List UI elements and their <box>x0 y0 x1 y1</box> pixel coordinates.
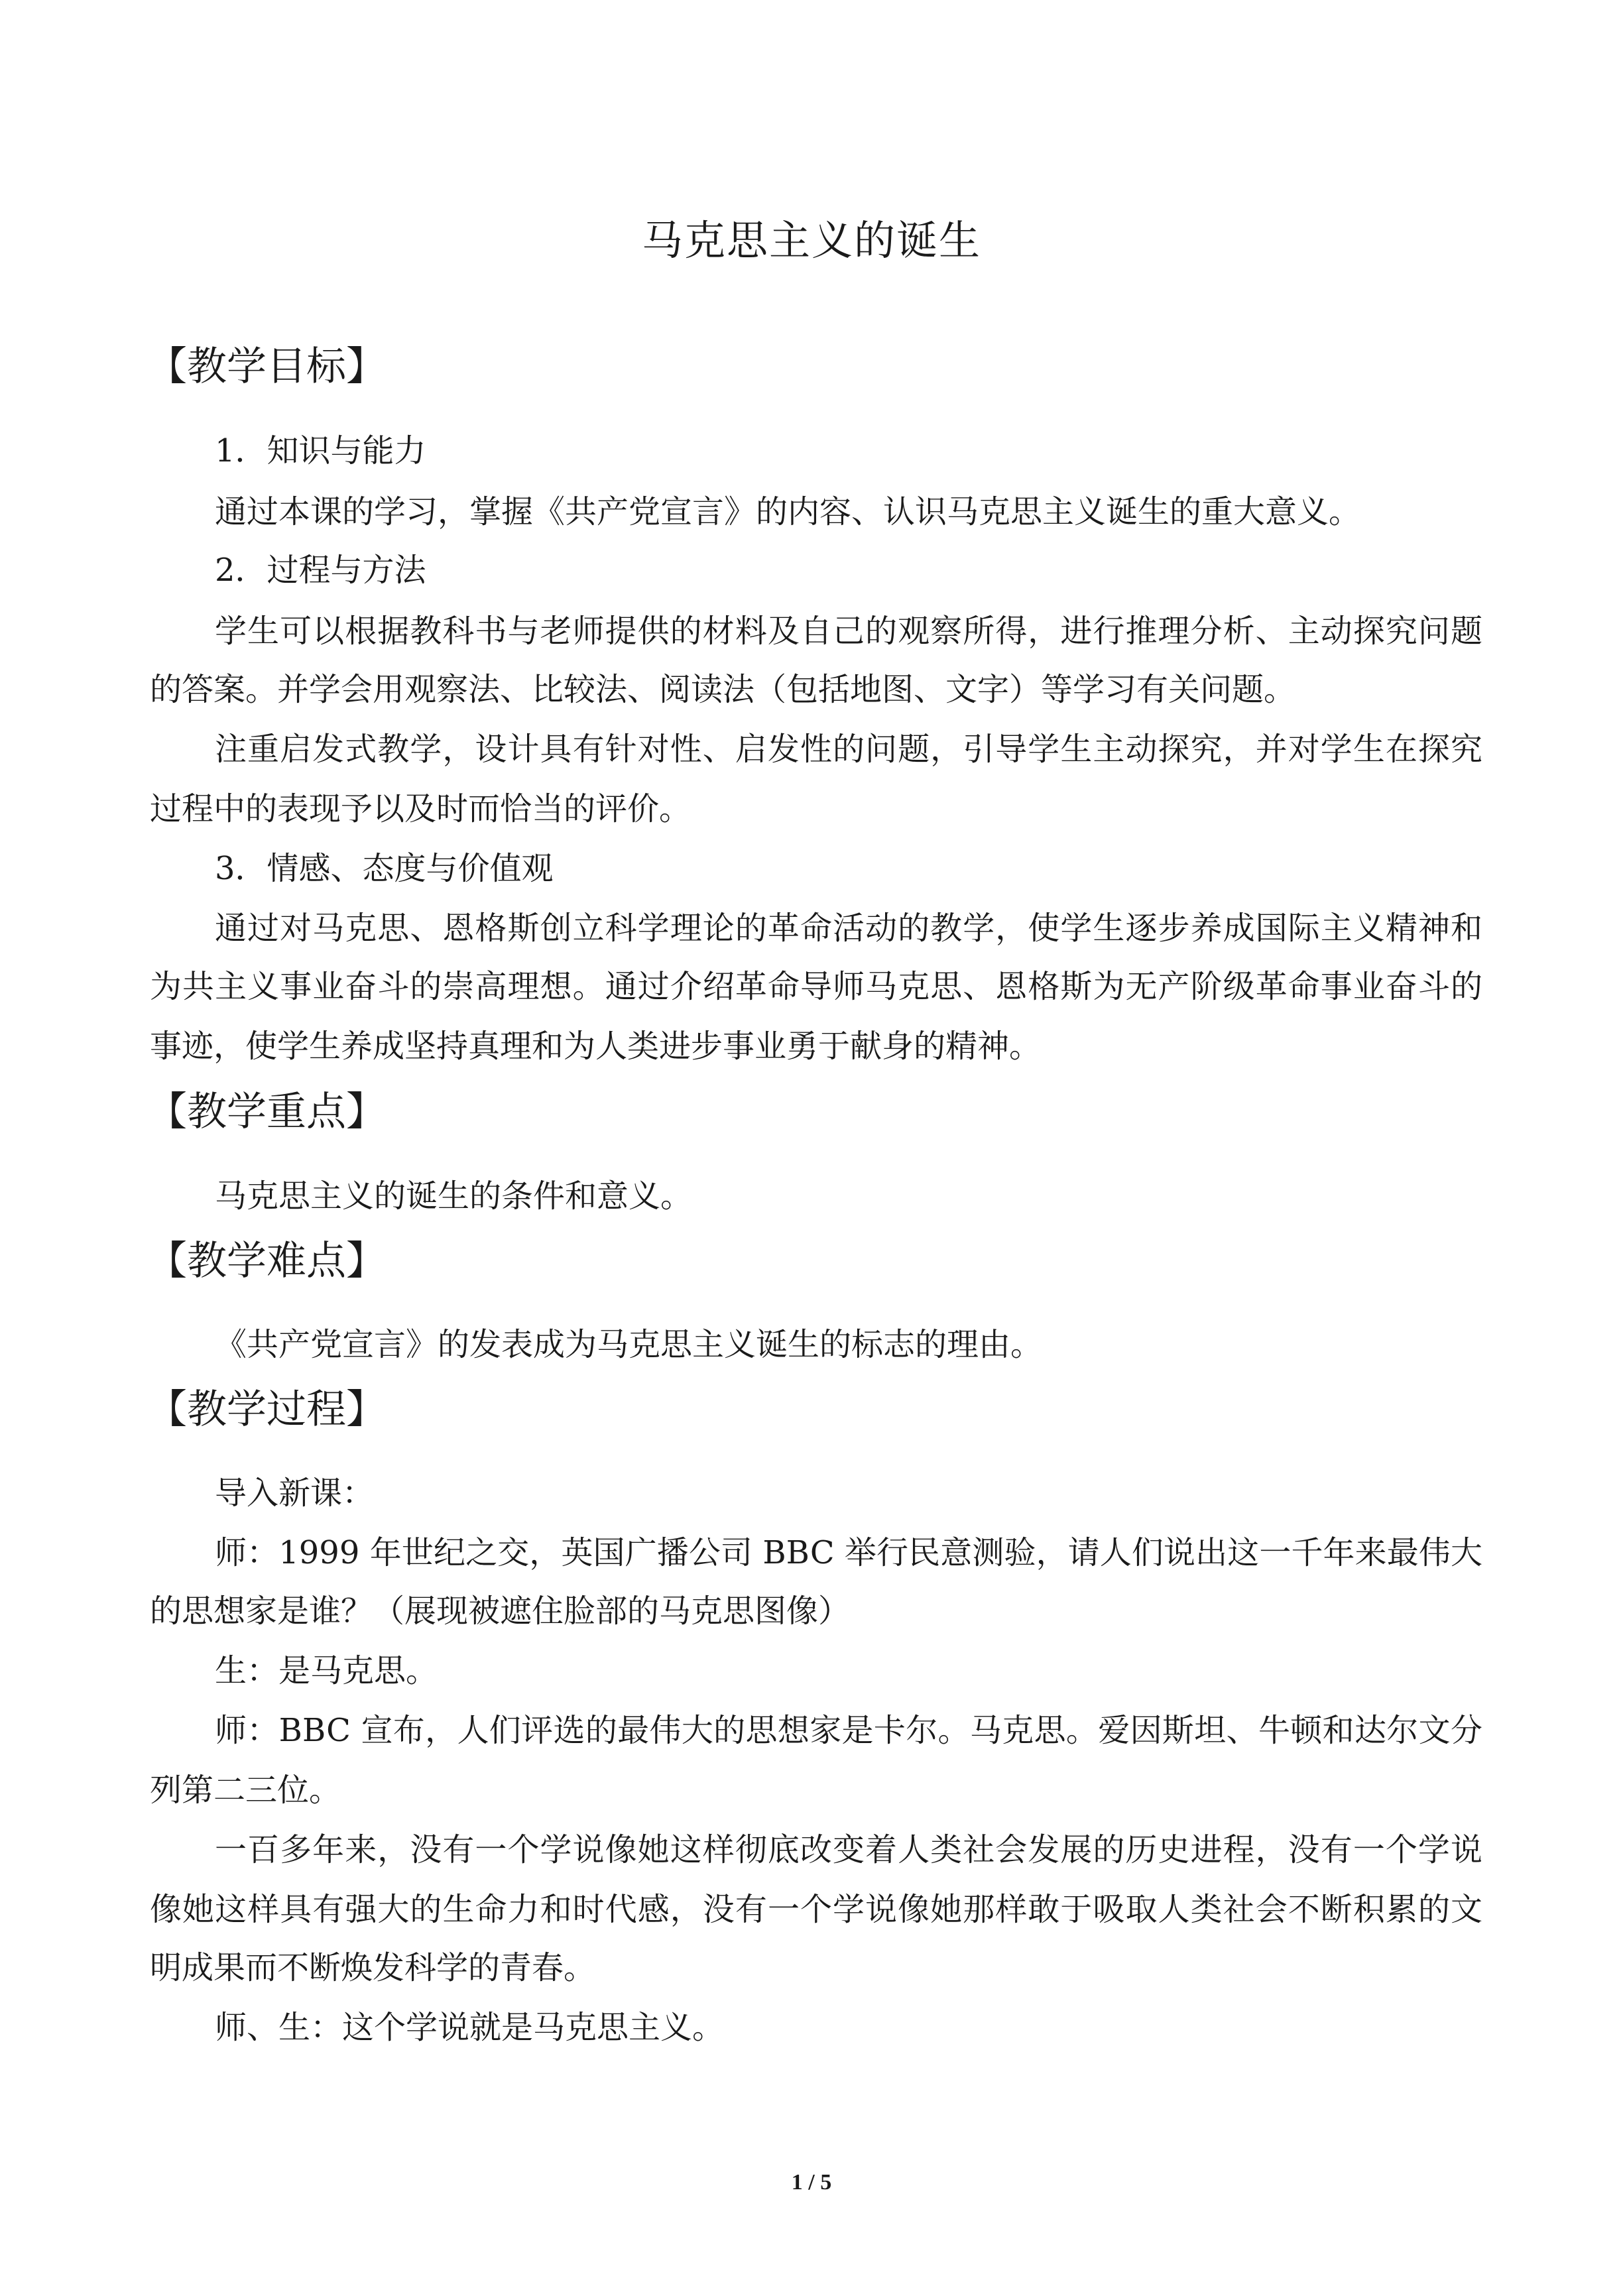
heading-process: 【教学过程】 <box>147 1386 386 1433</box>
objective-2-body2-line1: 注重启发式教学，设计具有针对性、启发性的问题，引导学生主动探究，并对学生在探究 <box>215 731 1482 768</box>
heading-key-points: 【教学重点】 <box>147 1089 386 1135</box>
objective-2-label: 2．过程与方法 <box>215 552 426 589</box>
heading-difficulties: 【教学难点】 <box>147 1238 386 1284</box>
process-p4-line2: 像她这样具有强大的生命力和时代感，没有一个学说像她那样敢于吸取人类社会不断积累的文 <box>150 1891 1482 1928</box>
process-intro: 导入新课： <box>215 1475 375 1512</box>
objective-1-body: 通过本课的学习，掌握《共产党宣言》的内容、认识马克思主义诞生的重大意义。 <box>215 493 1361 530</box>
objective-2-body-line1: 学生可以根据教科书与老师提供的材料及自己的观察所得，进行推理分析、主动探究问题 <box>215 613 1482 650</box>
objective-3-body-line3: 事迹，使学生养成坚持真理和为人类进步事业勇于献身的精神。 <box>150 1028 1042 1065</box>
process-p1-line2: 的思想家是谁？（展现被遮住脸部的马克思图像） <box>150 1593 851 1630</box>
page-title: 马克思主义的诞生 <box>641 216 981 265</box>
objective-3-body-line2: 为共主义事业奋斗的崇高理想。通过介绍革命导师马克思、恩格斯为无产阶级革命事业奋斗的 <box>150 968 1482 1005</box>
difficulties-body: 《共产党宣言》的发表成为马克思主义诞生的标志的理由。 <box>215 1326 1043 1363</box>
process-p2: 生：是马克思。 <box>215 1652 438 1689</box>
process-p4-line3: 明成果而不断焕发科学的青春。 <box>150 1949 596 1986</box>
objective-3-label: 3．情感、态度与价值观 <box>215 850 554 887</box>
objective-1-label: 1．知识与能力 <box>215 432 426 469</box>
process-p3-line2: 列第二三位。 <box>150 1772 341 1809</box>
process-p1-line1: 师：1999 年世纪之交，英国广播公司 BBC 举行民意测验，请人们说出这一千年来最伟大 <box>215 1534 1482 1571</box>
objective-2-body-line2: 的答案。并学会用观察法、比较法、阅读法（包括地图、文字）等学习有关问题。 <box>150 671 1296 708</box>
heading-objectives: 【教学目标】 <box>147 343 386 390</box>
process-p4-line1: 一百多年来，没有一个学说像她这样彻底改变着人类社会发展的历史进程，没有一个学说 <box>215 1831 1482 1868</box>
page-number: 1 / 5 <box>791 2170 832 2195</box>
objective-2-body2-line2: 过程中的表现予以及时而恰当的评价。 <box>150 790 691 827</box>
process-p3-line1: 师：BBC 宣布，人们评选的最伟大的思想家是卡尔。马克思。爱因斯坦、牛顿和达尔文分 <box>215 1712 1482 1749</box>
process-p5: 师、生：这个学说就是马克思主义。 <box>215 2009 725 2046</box>
key-points-body: 马克思主义的诞生的条件和意义。 <box>215 1178 693 1215</box>
objective-3-body-line1: 通过对马克思、恩格斯创立科学理论的革命活动的教学，使学生逐步养成国际主义精神和 <box>215 910 1482 947</box>
